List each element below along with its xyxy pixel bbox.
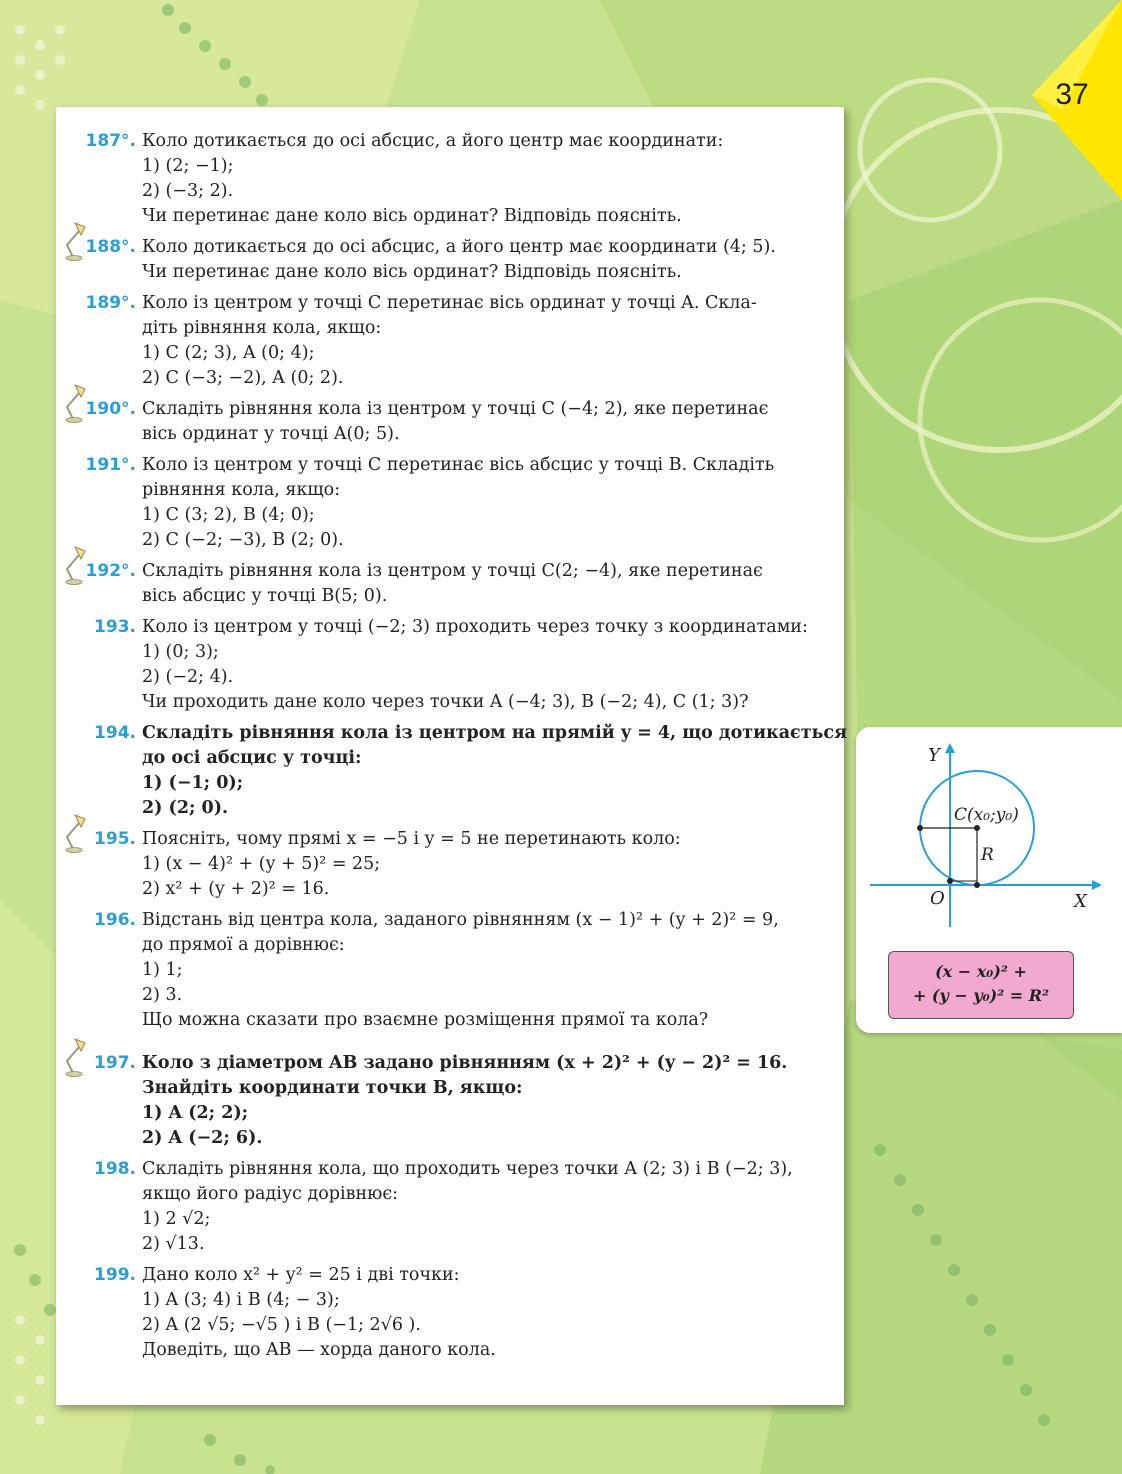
exercise-number: 199. — [94, 1265, 136, 1285]
exercise-line: 1) C (3; 2), B (4; 0); — [142, 505, 315, 525]
exercise-number: 188°. — [85, 237, 136, 257]
exercise-line: Складіть рівняння кола із центром у точці C (−4; 2), яке перетинає — [142, 399, 769, 419]
exercise-line: Що можна сказати про взаємне розміщення прямої та кола? — [142, 1010, 709, 1030]
exercise-number: 194. — [94, 723, 136, 743]
exercise-line: вісь ординат у точці A(0; 5). — [142, 424, 400, 444]
exercise-card — [56, 107, 848, 1405]
exercise-line: Поясніть, чому прямі x = −5 і y = 5 не перетинають коло: — [142, 829, 681, 849]
exercise-text — [142, 453, 832, 553]
x-axis-arrow-icon — [1092, 880, 1102, 890]
exercise-line: 2) (2; 0). — [142, 798, 229, 818]
exercise-line: 1) 2 √2; — [142, 1209, 211, 1229]
exercise-text — [142, 397, 832, 447]
exercise-line: Коло із центром у точці C перетинає вісь ординат у точці A. Скла- — [142, 293, 757, 313]
exercise-text — [142, 721, 848, 821]
exercise-line: 1) (−1; 0); — [142, 773, 244, 793]
exercise-text — [142, 129, 832, 229]
exercise-line: Чи проходить дане коло через точки A (−4; 3), B (−2; 4), C (1; 3)? — [142, 692, 749, 712]
exercise-line: 1) C (2; 3), A (0; 4); — [142, 343, 315, 363]
exercise-text — [142, 559, 832, 609]
exercise-line: 1) (2; −1); — [142, 156, 234, 176]
exercise-line: 2) C (−2; −3), B (2; 0). — [142, 530, 344, 550]
exercise-line: діть рівняння кола, якщо: — [142, 318, 382, 338]
exercise-line: Коло з діаметром AB задано рівнянням (x + 2)² + (y − 2)² = 16. — [142, 1053, 788, 1073]
exercise-line: 1) (x − 4)² + (y + 5)² = 25; — [142, 854, 381, 874]
exercise-line: вісь абсцис у точці B(5; 0). — [142, 586, 388, 606]
exercise-line: 1) A (3; 4) і B (4; − 3); — [142, 1290, 340, 1310]
exercise-number: 191°. — [85, 455, 136, 475]
exercise-line: Відстань від центра кола, заданого рівнянням (x − 1)² + (y + 2)² = 9, — [142, 910, 779, 930]
tangent-point — [974, 882, 980, 888]
exercise-line: Чи перетинає дане коло вісь ординат? Відповідь поясніть. — [142, 262, 682, 282]
exercise-line: 2) (−2; 4). — [142, 667, 234, 687]
exercise-line: Дано коло x² + y² = 25 і дві точки: — [142, 1265, 460, 1285]
exercise-line: до осі абсцис у точці: — [142, 748, 362, 768]
y-axis-arrow-icon — [945, 743, 955, 753]
exercise-number: 192°. — [85, 561, 136, 581]
exercise-number: 187°. — [85, 131, 136, 151]
page-number: 37 — [1055, 78, 1089, 111]
exercise-number: 195. — [94, 829, 136, 849]
origin-label: O — [930, 888, 945, 909]
exercise-number: 190°. — [85, 399, 136, 419]
center-label: C(x₀;y₀) — [954, 805, 1019, 825]
exercise-line: 2) C (−3; −2), A (0; 2). — [142, 368, 344, 388]
exercise-line: до прямої a дорівнює: — [142, 935, 345, 955]
y-projection-point — [917, 825, 923, 831]
exercise-text — [142, 291, 832, 391]
exercise-text — [142, 1157, 832, 1257]
equation-line-1: (x − x₀)² + — [935, 962, 1027, 981]
exercise-line: 2) 3. — [142, 985, 183, 1005]
exercise-line: 2) A (−2; 6). — [142, 1128, 263, 1148]
exercise-line: рівняння кола, якщо: — [142, 480, 341, 500]
exercise-line: Знайдіть координати точки B, якщо: — [142, 1078, 523, 1098]
exercise-text — [142, 827, 832, 902]
exercise-line: Чи перетинає дане коло вісь ординат? Відповідь поясніть. — [142, 206, 682, 226]
exercise-text — [142, 235, 832, 285]
exercise-line: 1) A (2; 2); — [142, 1103, 249, 1123]
axis-point — [947, 878, 953, 884]
y-axis-label: Y — [928, 745, 940, 766]
exercise-line: Коло із центром у точці (−2; 3) проходить через точку з координатами: — [142, 617, 808, 637]
exercise-text — [142, 1263, 832, 1363]
exercise-line: якщо його радіус дорівнює: — [142, 1184, 399, 1204]
exercise-text — [142, 615, 832, 715]
exercise-line: Коло дотикається до осі абсцис, а його центр має координати: — [142, 131, 724, 151]
exercise-number: 189°. — [85, 293, 136, 313]
center-point — [974, 825, 980, 831]
exercise-line: Коло із центром у точці C перетинає вісь абсцис у точці B. Складіть — [142, 455, 775, 475]
exercise-line: 2) x² + (y + 2)² = 16. — [142, 879, 330, 899]
exercise-line: Доведіть, що AB — хорда даного кола. — [142, 1340, 496, 1360]
exercise-line: 1) 1; — [142, 960, 183, 980]
exercise-number: 197. — [94, 1053, 136, 1073]
exercise-line: 2) √13. — [142, 1234, 205, 1254]
exercise-line: Складіть рівняння кола, що проходить через точки A (2; 3) і B (−2; 3), — [142, 1159, 793, 1179]
exercise-line: Коло дотикається до осі абсцис, а його центр має координати (4; 5). — [142, 237, 776, 257]
circle-equation-box — [888, 951, 1074, 1019]
exercise-number: 193. — [94, 617, 136, 637]
exercise-line: 1) (0; 3); — [142, 642, 219, 662]
radius-label: R — [981, 845, 994, 865]
exercise-number: 198. — [94, 1159, 136, 1179]
exercise-text — [142, 908, 832, 1033]
exercise-line: Складіть рівняння кола із центром у точці C(2; −4), яке перетинає — [142, 561, 763, 581]
exercise-line: 2) (−3; 2). — [142, 181, 234, 201]
exercise-line: Складіть рівняння кола із центром на прямій y = 4, що дотикається — [142, 723, 848, 743]
x-axis-label: X — [1074, 891, 1087, 912]
exercise-text — [142, 1051, 832, 1151]
exercise-number: 196. — [94, 910, 136, 930]
exercise-line: 2) A (2 √5; −√5 ) і B (−1; 2√6 ). — [142, 1315, 421, 1335]
equation-line-2: + (y − y₀)² = R² — [912, 986, 1050, 1005]
